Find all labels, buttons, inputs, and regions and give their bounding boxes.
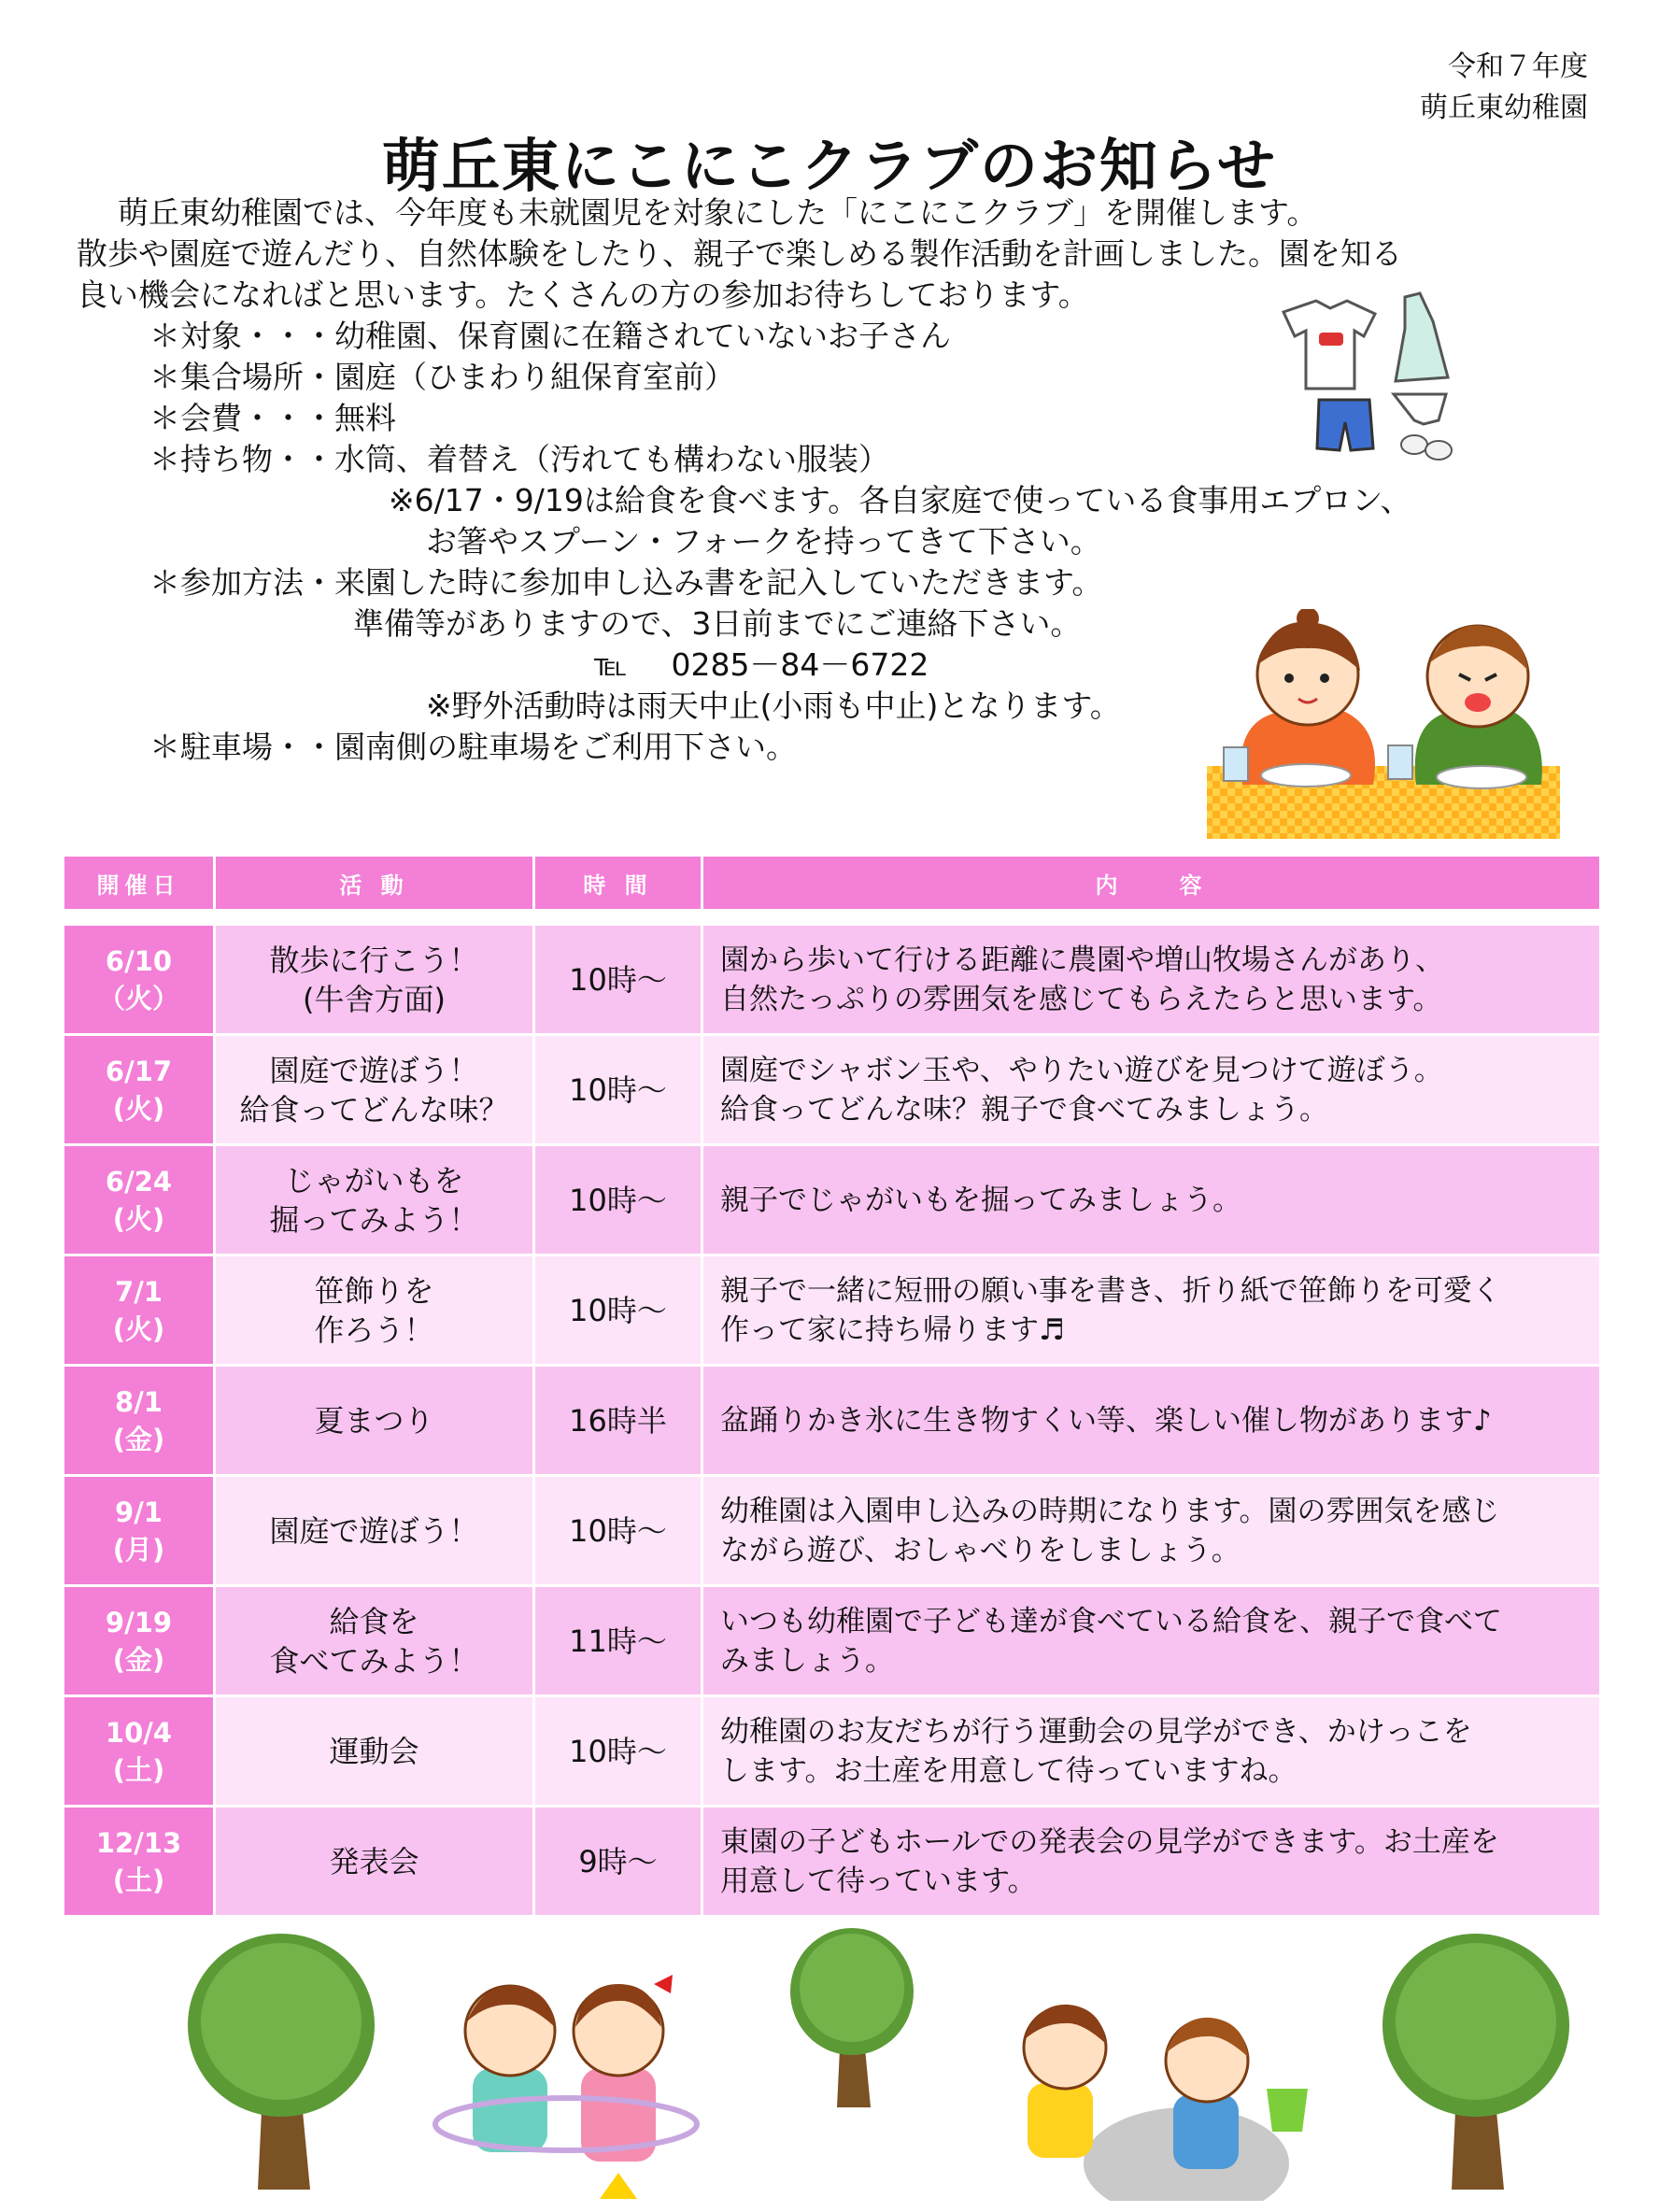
- header-meta: [1420, 47, 1588, 129]
- tel-label: ℡: [594, 646, 628, 683]
- rain-note: ※野外活動時は雨天中止(小雨も中止)となります。: [426, 688, 1121, 724]
- row-date: 12/13 (土): [64, 1807, 215, 1917]
- tree-illustration-center: [787, 1926, 917, 2109]
- schedule-table: [62, 854, 1602, 1918]
- row-content: 園から歩いて行ける距離に農園や増山牧場さんがあり、 自然たっぷりの雰囲気を感じてもらえたらと思います。: [702, 925, 1601, 1035]
- intro-line-1: 萌丘東幼稚園では、今年度も未就園児を対象にした「にこにこクラブ」を開催します。: [118, 194, 1318, 231]
- row-activity: 夏まつり: [215, 1366, 534, 1476]
- row-activity: 笹飾りを 作ろう！: [215, 1255, 534, 1366]
- phone-line: [594, 645, 929, 686]
- row-date: 10/4 (土): [64, 1696, 215, 1807]
- row-time: 10時～: [534, 1035, 702, 1145]
- row-time: 10時～: [534, 1696, 702, 1807]
- row-activity: 園庭で遊ぼう！: [215, 1476, 534, 1586]
- table-row: [64, 1366, 1601, 1476]
- table-row: [64, 1255, 1601, 1366]
- school-name: 萌丘東幼稚園: [1420, 92, 1588, 124]
- table-row: [64, 1035, 1601, 1145]
- row-content: 東園の子どもホールでの発表会の見学ができます。お土産を 用意して待っています。: [702, 1807, 1601, 1917]
- meeting-place-item: ＊集合場所・園庭（ひまわり組保育室前）: [149, 359, 735, 395]
- intro-line-2: 散歩や園庭で遊んだり、自然体験をしたり、親子で楽しめる製作活動を計画しました。園を知る: [77, 235, 1402, 272]
- row-date: 6/24 (火): [64, 1145, 215, 1255]
- row-activity: 園庭で遊ぼう！ 給食ってどんな味？: [215, 1035, 534, 1145]
- intro-line-3: 良い機会になればと思います。たくさんの方の参加お待ちしております。: [77, 276, 1089, 313]
- clothes-illustration: [1265, 284, 1470, 467]
- row-content: 幼稚園は入園申し込みの時期になります。園の雰囲気を感じ ながら遊び、おしゃべりをしましょう。: [702, 1476, 1601, 1586]
- table-row: [64, 1807, 1601, 1917]
- table-row: [64, 1586, 1601, 1696]
- row-date: 8/1 (金): [64, 1366, 215, 1476]
- row-time: 10時～: [534, 1255, 702, 1366]
- kids-hula-hoop-illustration: [426, 1965, 706, 2208]
- tree-illustration-left: [183, 1932, 379, 2193]
- row-time: 10時～: [534, 1476, 702, 1586]
- row-content: 親子で一緒に短冊の願い事を書き、折り紙で笹飾りを可愛く 作って家に持ち帰ります♬: [702, 1255, 1601, 1366]
- row-activity: 散歩に行こう！ (牛舎方面): [215, 925, 534, 1035]
- table-header-row: [64, 856, 1601, 911]
- row-activity: 発表会: [215, 1807, 534, 1917]
- row-date: 6/17 (火): [64, 1035, 215, 1145]
- table-row: [64, 1145, 1601, 1255]
- row-activity: じゃがいもを 掘ってみよう！: [215, 1145, 534, 1255]
- row-content: 幼稚園のお友だちが行う運動会の見学ができ、かけっこを します。お土産を用意して待っていますね。: [702, 1696, 1601, 1807]
- row-content: 園庭でシャボン玉や、やりたい遊びを見つけて遊ぼう。 給食ってどんな味？親子で食べてみましょう。: [702, 1035, 1601, 1145]
- parking-item: ＊駐車場・・園南側の駐車場をご利用下さい。: [149, 729, 797, 765]
- row-date: 9/19 (金): [64, 1586, 215, 1696]
- table-row: [64, 1476, 1601, 1586]
- car-icon: [1319, 333, 1343, 346]
- how-to-join-1: ＊参加方法・来園した時に参加申し込み書を記入していただきます。: [149, 564, 1103, 601]
- row-time: 9時～: [534, 1807, 702, 1917]
- belongings-item: ＊持ち物・・水筒、着替え（汚れても構わない服装）: [149, 441, 889, 477]
- header-time: 時 間: [534, 856, 702, 911]
- row-content: 親子でじゃがいもを掘ってみましょう。: [702, 1145, 1601, 1255]
- row-content: いつも幼稚園で子ども達が食べている給食を、親子で食べて みましょう。: [702, 1586, 1601, 1696]
- header-activity: 活 動: [215, 856, 534, 911]
- row-content: 盆踊りかき氷に生き物すくい等、楽しい催し物があります♪: [702, 1366, 1601, 1476]
- lunch-note-2: お箸やスプーン・フォークを持ってきて下さい。: [426, 523, 1101, 560]
- tree-illustration-right: [1377, 1932, 1575, 2193]
- row-time: 16時半: [534, 1366, 702, 1476]
- fee-item: ＊会費・・・無料: [149, 400, 396, 436]
- kids-sandbox-illustration: [990, 1986, 1326, 2201]
- kids-eating-illustration: [1205, 609, 1562, 841]
- table-row: [64, 1696, 1601, 1807]
- header-content: 内 容: [702, 856, 1601, 911]
- lunch-note-1: ※6/17・9/19は給食を食べます。各自家庭で使っている食事用エプロン、: [389, 482, 1411, 518]
- row-time: 10時～: [534, 1145, 702, 1255]
- row-date: 6/10 （火）: [64, 925, 215, 1035]
- fiscal-year: 令和７年度: [1448, 50, 1588, 83]
- row-activity: 運動会: [215, 1696, 534, 1807]
- row-date: 9/1 (月): [64, 1476, 215, 1586]
- header-date: 開催日: [64, 856, 215, 911]
- page-title: 萌丘東にこにこクラブのお知らせ: [381, 132, 1278, 200]
- row-date: 7/1 (火): [64, 1255, 215, 1366]
- how-to-join-2: 準備等がありますので、3日前までにご連絡下さい。: [353, 605, 1082, 642]
- row-time: 10時～: [534, 925, 702, 1035]
- table-row: [64, 925, 1601, 1035]
- tel-number: 0285－84－6722: [671, 646, 929, 683]
- target-item: ＊対象・・・幼稚園、保育園に在籍されていないお子さん: [149, 318, 951, 354]
- row-activity: 給食を 食べてみよう！: [215, 1586, 534, 1696]
- row-time: 11時～: [534, 1586, 702, 1696]
